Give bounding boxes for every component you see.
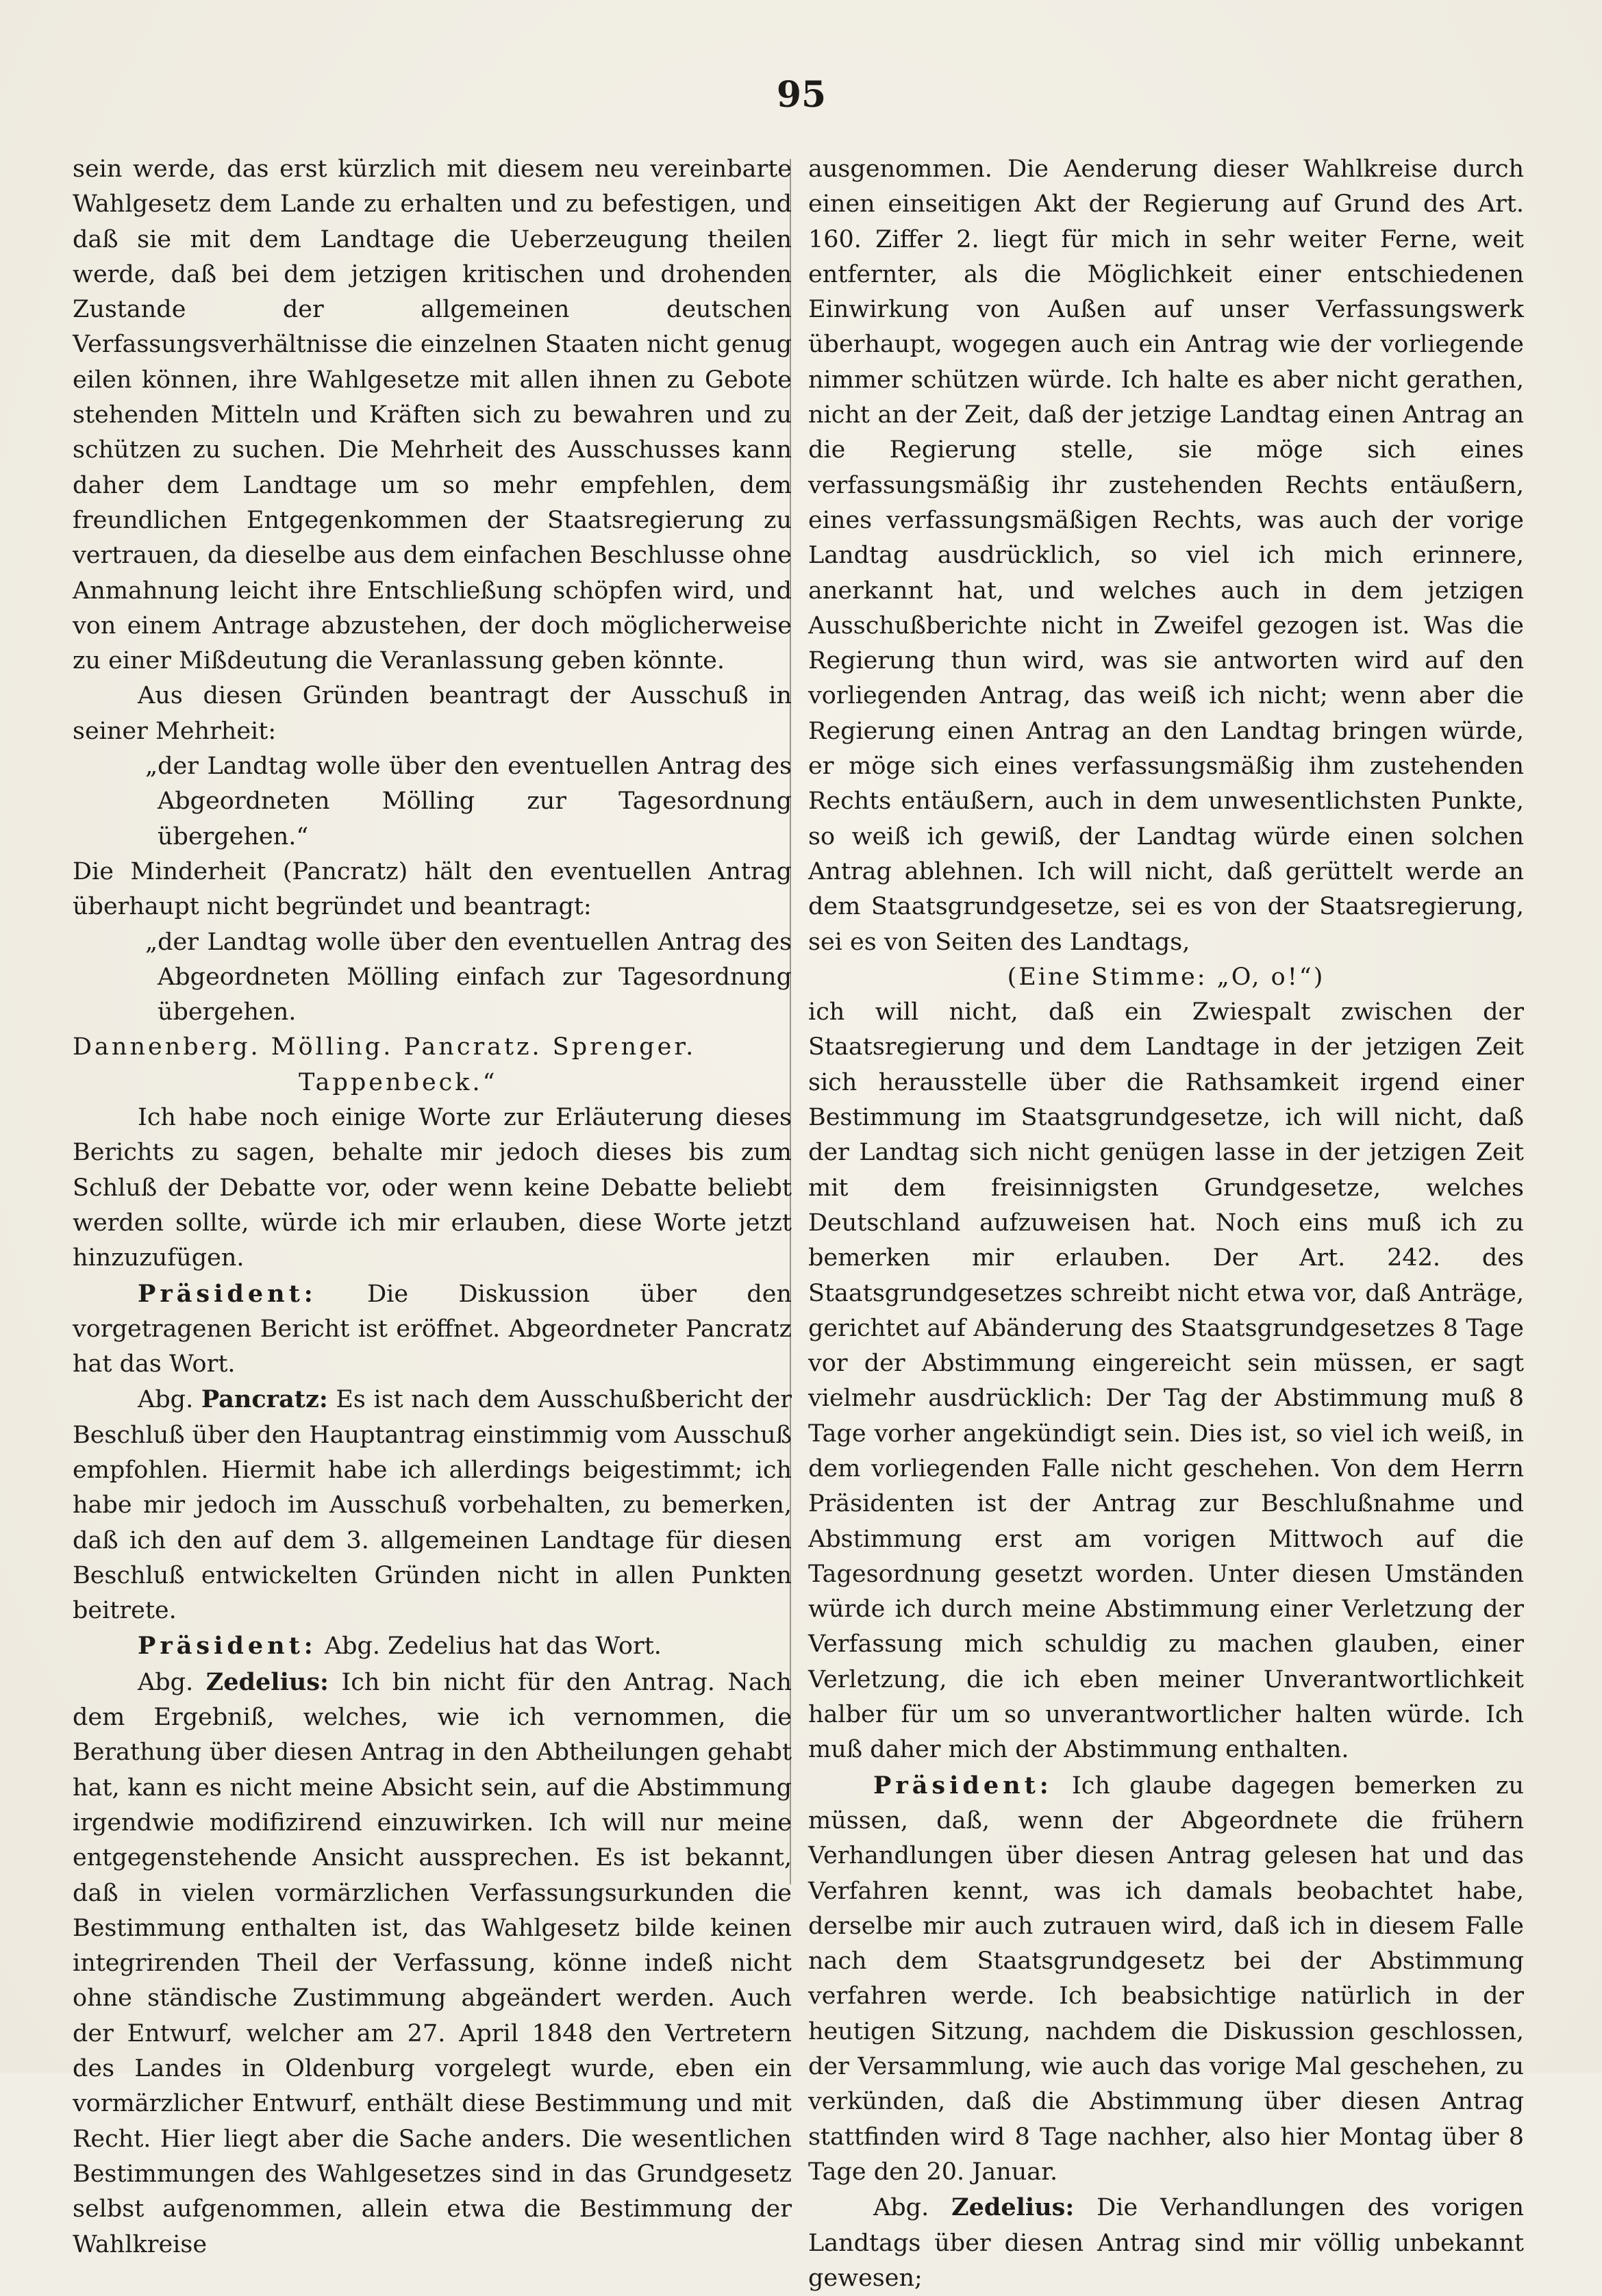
paragraph: ausgenommen. Die Aenderung dieser Wahlkreise durch einen einseitigen Akt der Regierung auf Grund des Art. 160. Ziffer 2. liegt für mich in sehr weiter Ferne, weit entfernter, als die Möglichkeit einer entschiedenen Einwirkung von Außen auf unser Verfassungswerk überhaupt, wogegen auch ein Antrag wie der vorliegende nimmer schützen würde. Ich halte es aber nicht gerathen, nicht an der Zeit, daß der jetzige Landtag einen Antrag an die Regierung stelle, sie möge sich eines verfassungsmäßig ihr zustehenden Rechts entäußern, eines verfassungsmäßigen Rechts, was auch der vorige Landtag ausdrücklich, so viel ich mich erinnere, anerkannt hat, und welches auch in dem jetzigen Ausschußberichte nicht in Zweifel gezogen ist. Was die Regierung thun wird, was sie antworten wird auf den vorliegenden Antrag, das weiß ich nicht; wenn aber die Regierung einen Antrag an den Landtag bringen würde, er möge sich eines verfassungsmäßig ihm zustehenden Rechts entäußern, auch in dem unwesentlichsten Punkte, so weiß ich gewiß, der Landtag würde einen solchen Antrag ablehnen. Ich will nicht, daß gerüttelt werde an dem Staatsgrundgesetze, sei es von der Staatsregierung, sei es von Seiten des Landtags, xyxy=(808,155,1524,956)
right-column xyxy=(808,152,1524,2296)
speaker-name: Zedelius: xyxy=(951,2193,1075,2222)
left-column xyxy=(73,152,792,2262)
speech xyxy=(73,1382,792,1628)
speech-text: Ich glaube dagegen bemerken zu müssen, daß, wenn der Abgeordnete die frühern Verhandlungen über diesen Antrag gelesen hat und das Verfahren kennt, was ich damals beobachtet habe, derselbe mir auch zutrauen wird, daß ich in diesem Falle nach dem Staatsgrundgesetz bei der Abstimmung verfahren werde. Ich beabsichtige natürlich in der heutigen Sitzung, nachdem die Diskussion geschlossen, der Versammlung, wie auch das vorige Mal geschehen, zu verkünden, daß die Abstimmung über diesen Antrag stattfinden wird 8 Tage nachher, also hier Montag über 8 Tage den 20. Januar. xyxy=(808,1771,1524,2186)
speech-text: Abg. Zedelius hat das Wort. xyxy=(316,1632,662,1661)
speaker-prefix: Abg. xyxy=(873,2194,952,2222)
speech-text: Die Diskussion über den vorgetragenen Bericht ist eröffnet. Abgeordneter Pancratz hat das Wort. xyxy=(73,1280,792,1378)
paragraph: sein werde, das erst kürzlich mit diesem neu vereinbarte Wahlgesetz dem Lande zu erhalten und zu befestigen, und daß sie mit dem Landtage die Ueberzeugung theilen werde, daß bei dem jetzigen kritischen und drohenden Zustande der allgemeinen deutschen Verfassungsverhältnisse die einzelnen Staaten nicht genug eilen können, ihre Wahlgesetze mit allen ihnen zu Gebote stehenden Mitteln und Kräften sich zu bewahren und zu schützen zu suchen. Die Mehrheit des Ausschusses kann daher dem Landtage um so mehr empfehlen, dem freundlichen Entgegenkommen der Staatsregierung zu vertrauen, da dieselbe aus dem einfachen Beschlusse ohne Anmahnung leicht ihre Entschließung schöpfen wird, und von einem Antrage abzustehen, der doch möglicherweise zu einer Mißdeutung die Veranlassung geben könnte. xyxy=(73,155,792,675)
speech-text: Es ist nach dem Ausschußbericht der Beschluß über den Hauptantrag einstimmig vom Ausschuß empfohlen. Hiermit habe ich allerdings beigestimmt; ich habe mir jedoch im Ausschuß vorbehalten, zu bemerken, daß ich den auf dem 3. allgemeinen Landtage für diesen Beschluß entwickelten Gründen nicht in allen Punkten beitrete. xyxy=(73,1386,792,1625)
speaker-name: Zedelius: xyxy=(205,1667,329,1696)
speech xyxy=(808,2190,1524,2296)
page-number: 95 xyxy=(776,74,827,116)
interjection: (Eine Stimme: „O, o!“) xyxy=(1007,963,1325,991)
speech xyxy=(73,1276,792,1383)
signature-last-name: Tappenbeck.“ xyxy=(299,1068,498,1096)
speech-text: Die Verhandlungen des vorigen Landtags über diesen Antrag sind mir völlig unbekannt gewesen; xyxy=(808,2194,1525,2292)
paragraph: ich will nicht, daß ein Zwiespalt zwischen der Staatsregierung und dem Landtage in der jetzigen Zeit sich herausstelle über die Rathsamkeit irgend einer Bestimmung im Staatsgrundgesetze, ich will nicht, daß der Landtag sich nicht genügen lasse in der jetzigen Zeit mit dem freisinnigsten Grundgesetze, welches Deutschland aufzuweisen hat. Noch eins muß ich zu bemerken mir erlauben. Der Art. 242. des Staatsgrundgesetzes schreibt nicht etwa vor, daß Anträge, gerichtet auf Abänderung des Staatsgrundgesetzes 8 Tage vor der Abstimmung eingereicht sein müssen, er sagt vielmehr ausdrücklich: Der Tag der Abstimmung muß 8 Tage vorher angekündigt sein. Dies ist, so viel ich weiß, in dem vorliegenden Falle nicht geschehen. Von dem Herrn Präsidenten ist der Antrag zur Beschlußnahme und Abstimmung erst am vorigen Mittwoch auf die Tagesordnung gesetzt worden. Unter diesen Umständen würde ich durch meine Abstimmung einer Verletzung der Verfassung mich schuldig zu machen glauben, einer Verletzung, die ich eben meiner Unverantwortlichkeit halber für um so unverantwortlicher halten würde. Ich muß daher mich der Abstimmung enthalten. xyxy=(808,998,1524,1764)
speech xyxy=(808,1768,1524,2191)
signatures xyxy=(73,1030,792,1100)
speaker-name: Präsident: xyxy=(873,1771,1053,1800)
paragraph: Ich habe noch einige Worte zur Erläuterung dieses Berichts zu sagen, behalte mir jedoch dieses bis zum Schluß der Debatte vor, oder wenn keine Debatte beliebt werden sollte, würde ich mir erlauben, diese Worte jetzt hinzuzufügen. xyxy=(73,1104,792,1272)
speaker-prefix: Abg. xyxy=(138,1386,201,1414)
speaker-name: Präsident: xyxy=(138,1632,317,1661)
speech-text: Ich bin nicht für den Antrag. Nach dem Ergebniß, welches, wie ich vernommen, die Berathung über diesen Antrag in den Abtheilungen gehabt hat, kann es nicht meine Absicht sein, auf die Abstimmung irgendwie modifizirend einzuwirken. Ich will nur meine entgegenstehende Ansicht aussprechen. Es ist bekannt, daß in vielen vormärzlichen Verfassungsurkunden die Bestimmung enthalten ist, das Wahlgesetz bilde keinen integrirenden Theil der Verfassung, könne indeß nicht ohne ständische Zustimmung abgeändert werden. Auch der Entwurf, welcher am 27. April 1848 den Vertretern des Landes in Oldenburg vorgelegt wurde, eben ein vormärzlicher Entwurf, enthält diese Bestimmung und mit Recht. Hier liegt aber die Sache anders. Die wesentlichen Bestimmungen des Wahlgesetzes sind in das Grundgesetz selbst aufgenommen, allein etwa die Bestimmung der Wahlkreise xyxy=(73,1668,792,2258)
speech xyxy=(73,1628,792,1664)
motion-quote: „der Landtag wolle über den eventuellen Antrag des Abgeordneten Mölling zur Tagesordnung übergehen.“ xyxy=(145,753,792,850)
paragraph: Die Minderheit (Pancratz) hält den eventuellen Antrag überhaupt nicht begründet und beantragt: xyxy=(73,857,792,921)
speech xyxy=(73,1665,792,2262)
signature-names: Dannenberg. Mölling. Pancratz. Sprenger. xyxy=(73,1033,697,1061)
speaker-name: Pancratz: xyxy=(201,1385,328,1414)
speaker-prefix: Abg. xyxy=(138,1668,206,1696)
motion-quote: „der Landtag wolle über den eventuellen Antrag des Abgeordneten Mölling einfach zur Tagesordnung übergehen. xyxy=(145,928,792,1026)
speaker-name: Präsident: xyxy=(138,1279,317,1308)
paragraph: Aus diesen Gründen beantragt der Ausschuß in seiner Mehrheit: xyxy=(73,682,792,745)
